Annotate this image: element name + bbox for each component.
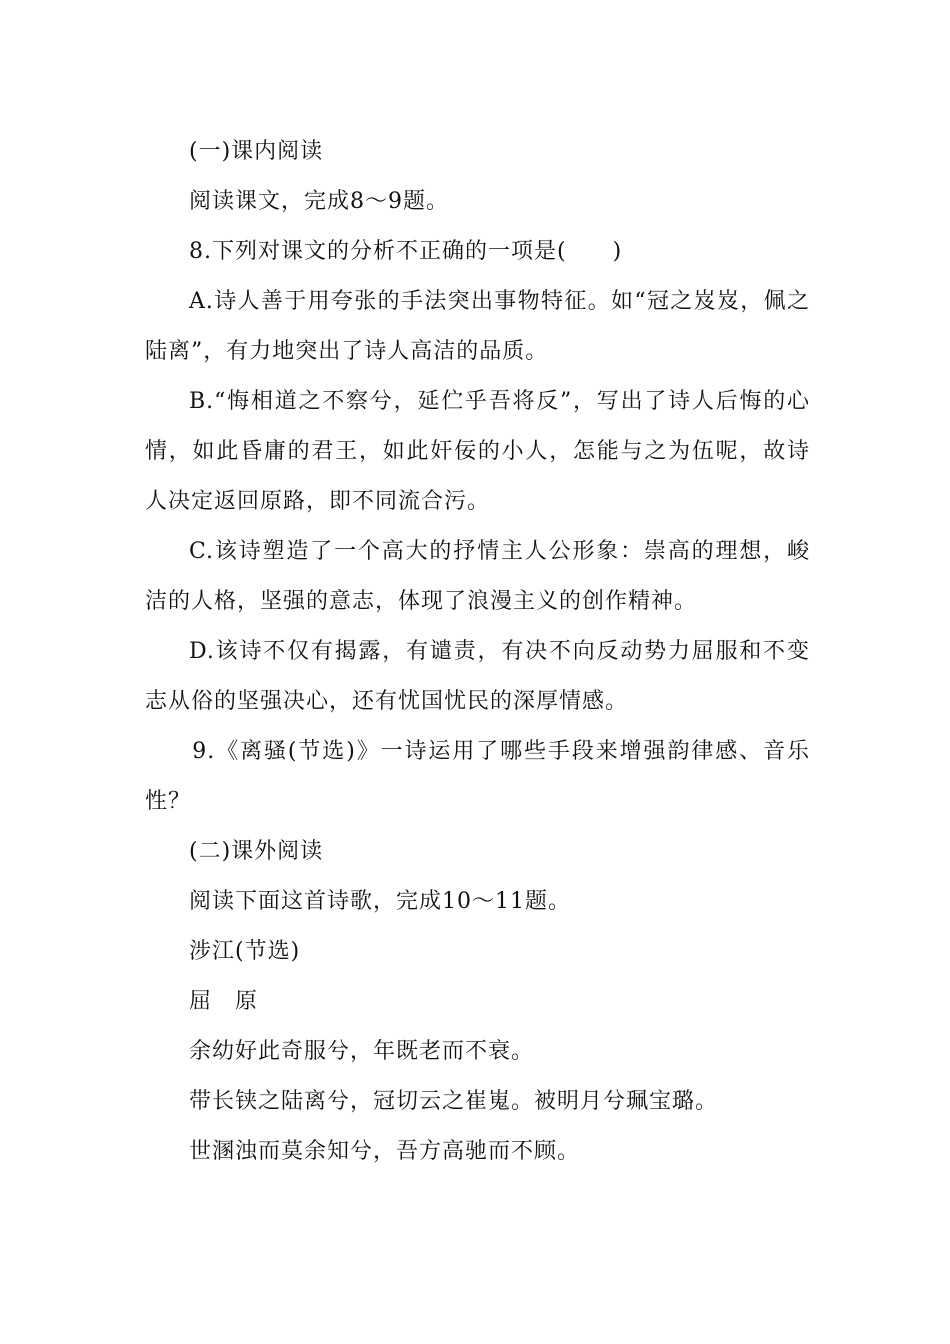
section-one-heading: (一)课内阅读 <box>189 139 324 164</box>
question-9-stem: 9.《离骚(节选)》一诗运用了哪些手段来增强韵律感、音乐性？ <box>145 739 810 814</box>
question-8-option-c: C.该诗塑造了一个高大的抒情主人公形象：崇高的理想，峻洁的人格，坚强的意志，体现了浪漫主义的创作精神。 <box>145 539 810 614</box>
poem-line: 余幼好此奇服兮，年既老而不衰。 <box>189 1039 535 1064</box>
poem-title: 涉江(节选) <box>189 939 301 964</box>
poem-line: 世溷浊而莫余知兮，吾方高驰而不顾。 <box>189 1139 581 1164</box>
document-body <box>145 127 810 1177</box>
section-one-instruction: 阅读课文，完成8～9题。 <box>189 189 449 214</box>
poem-line: 带长铗之陆离兮，冠切云之崔嵬。被明月兮珮宝璐。 <box>189 1089 719 1114</box>
question-8-stem: 8.下列对课文的分析不正确的一项是( ) <box>189 239 623 264</box>
section-two-instruction: 阅读下面这首诗歌，完成10～11题。 <box>189 889 571 914</box>
question-8-option-b: B.“悔相道之不察兮，延伫乎吾将反”，写出了诗人后悔的心情，如此昏庸的君王，如此奸佞的小人，怎能与之为伍呢，故诗人决定返回原路，即不同流合污。 <box>145 389 810 514</box>
section-two-heading: (二)课外阅读 <box>189 839 324 864</box>
question-8-option-a: A.诗人善于用夸张的手法突出事物特征。如“冠之岌岌，佩之陆离”，有力地突出了诗人高洁的品质。 <box>145 289 810 364</box>
poem-author: 屈 原 <box>189 989 259 1014</box>
question-8-option-d: D.该诗不仅有揭露，有谴责，有决不向反动势力屈服和不变志从俗的坚强决心，还有忧国忧民的深厚情感。 <box>145 639 810 714</box>
